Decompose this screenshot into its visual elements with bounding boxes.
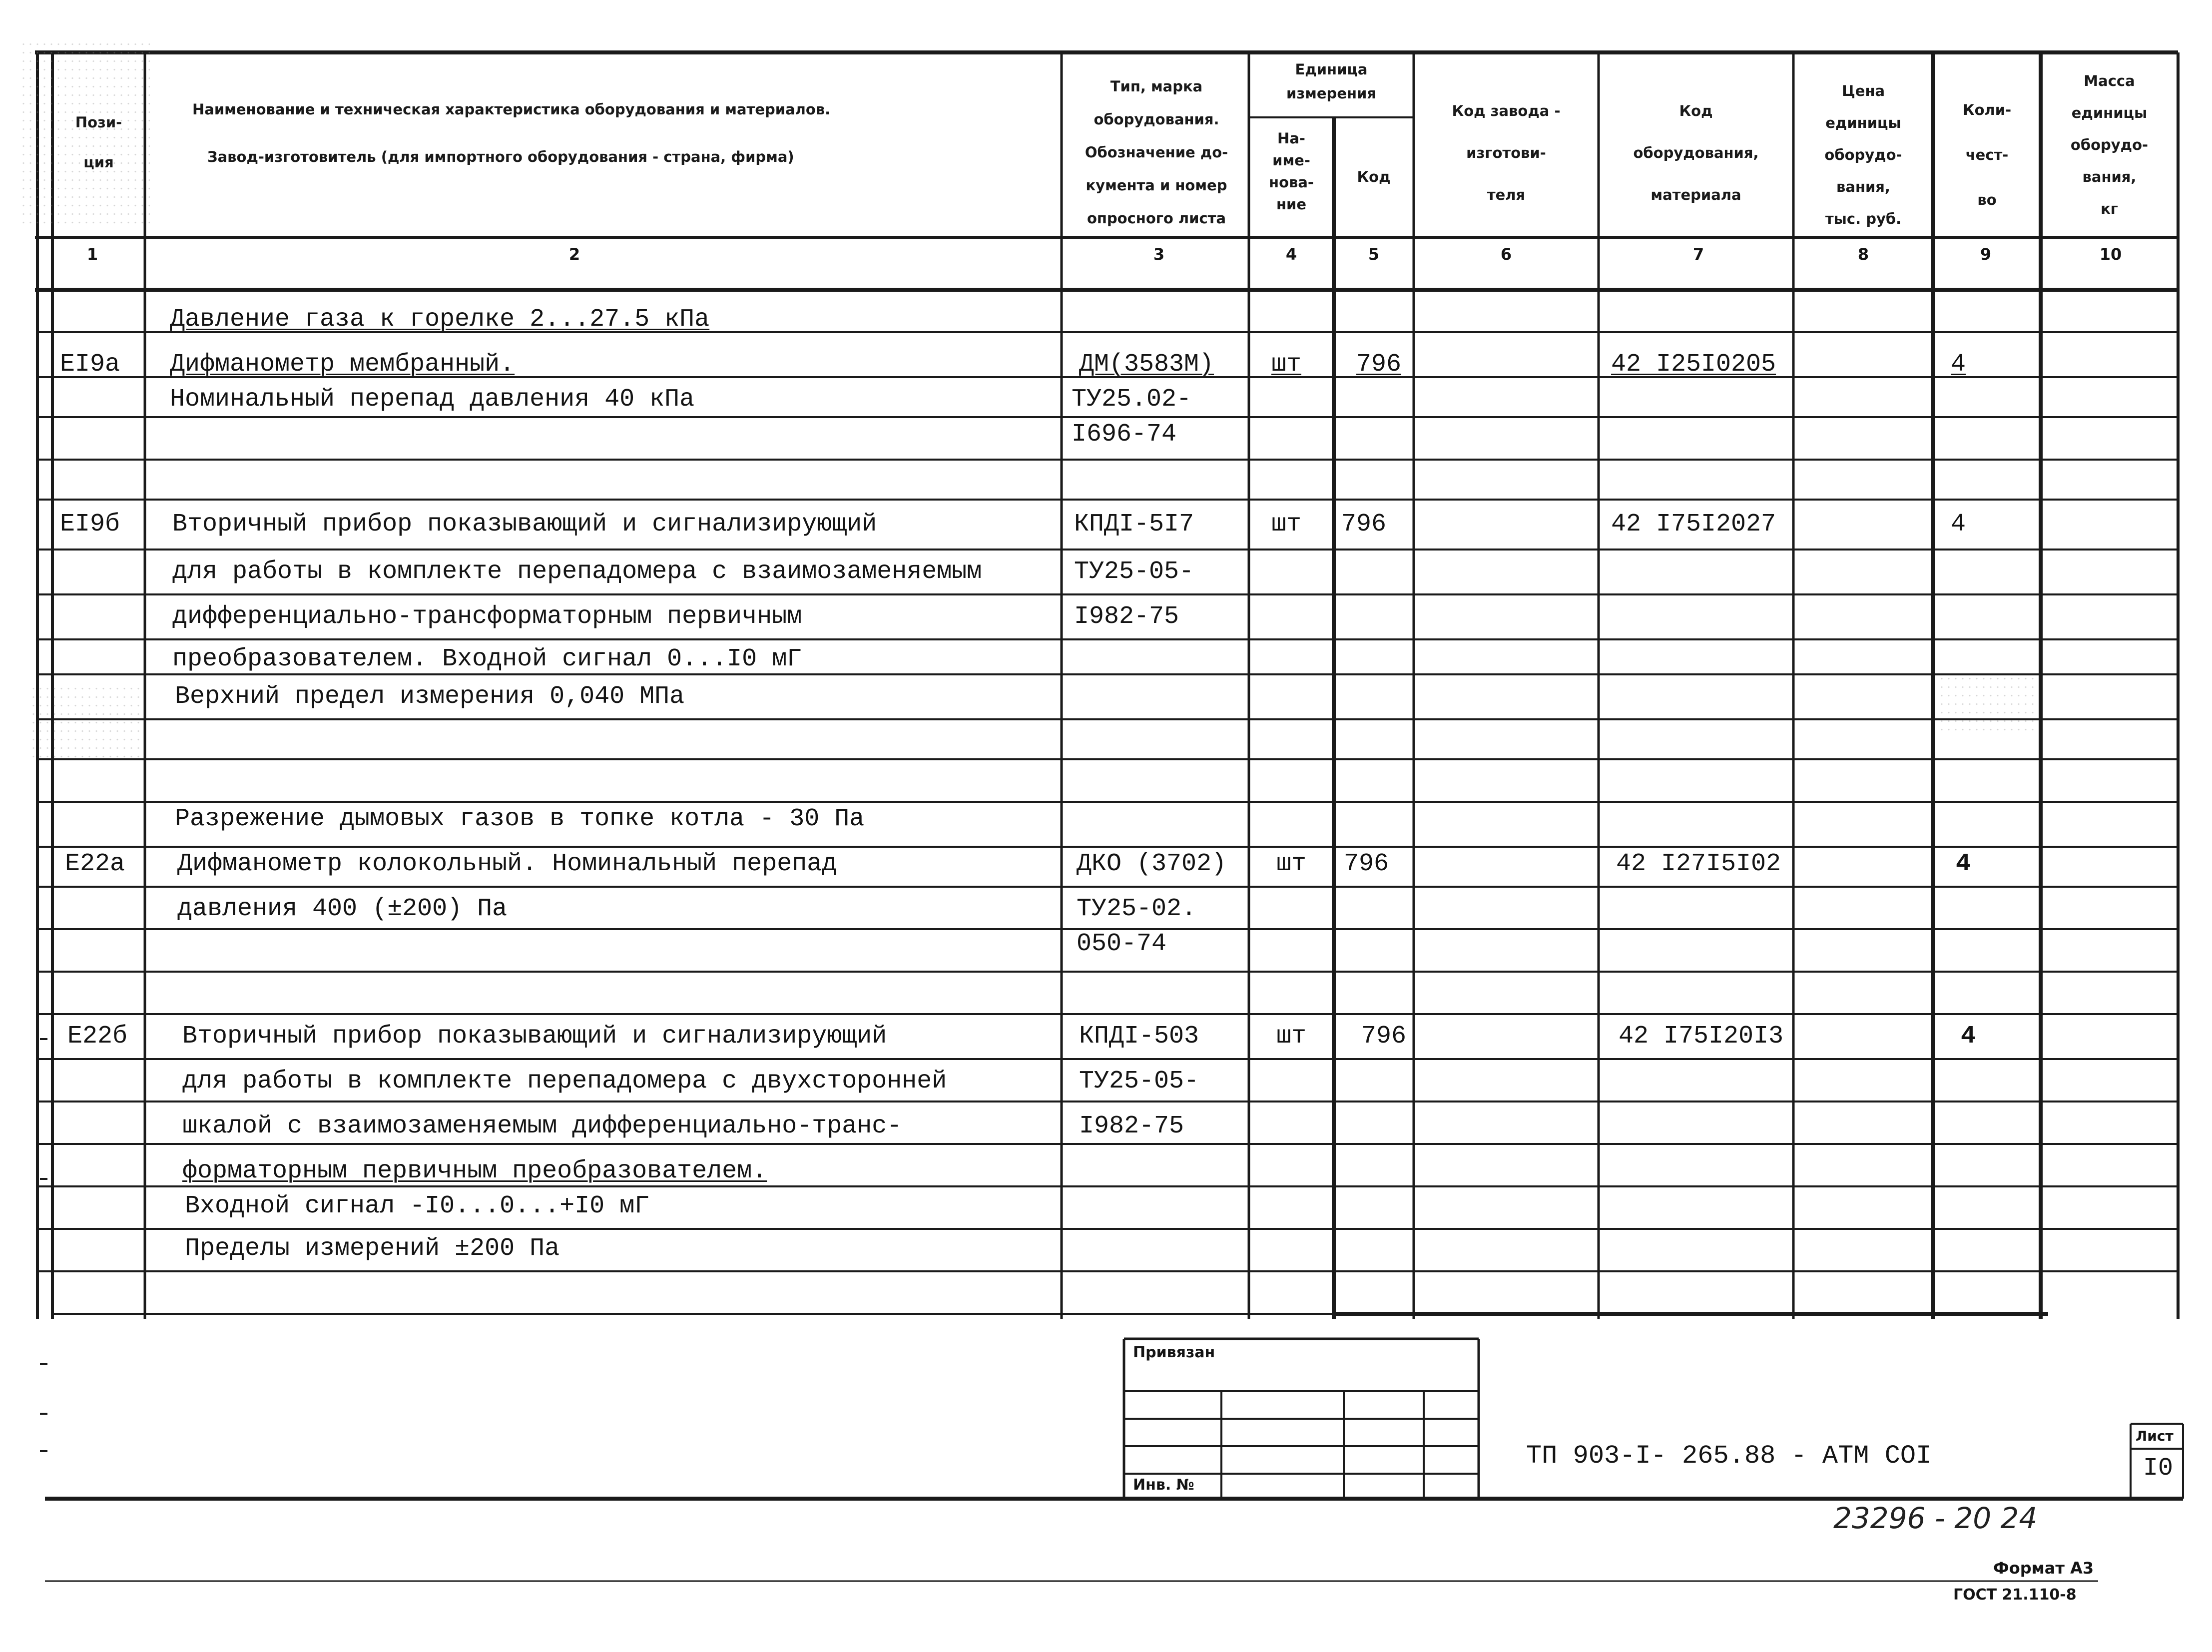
row-unit-code: 796 xyxy=(1341,510,1387,539)
header-position: Пози- ция xyxy=(75,114,122,171)
header-unit-code: Код xyxy=(1357,168,1391,185)
column-number: 5 xyxy=(1368,245,1380,264)
row-name: Верхний предел измерения 0,040 МПа xyxy=(175,682,685,711)
row-position: EI9б xyxy=(60,510,120,539)
handwritten-number: 23296 - 20 24 xyxy=(1833,1501,2038,1535)
header-unit-group: Единица измерения xyxy=(1286,61,1376,102)
column-number: 3 xyxy=(1153,245,1165,264)
row-position: EI9a xyxy=(60,350,120,379)
scan-noise xyxy=(1938,674,2038,734)
format-label: Формат А3 xyxy=(1993,1559,2094,1578)
row-name: Дифманометр колокольный. Номинальный перепад xyxy=(177,850,837,878)
column-number: 4 xyxy=(1285,245,1297,264)
header-equip-code: Код оборудования, материала xyxy=(1633,102,1759,203)
column-number: 6 xyxy=(1500,245,1512,264)
row-quantity: 4 xyxy=(1956,850,1971,878)
row-equip-code: 42 I75I20I3 xyxy=(1619,1022,1784,1051)
document-designation: ТП 903-I- 265.88 - АТМ COI xyxy=(1526,1441,1932,1471)
row-unit-code: 796 xyxy=(1344,850,1389,878)
row-type: 050-74 xyxy=(1077,930,1167,958)
row-quantity: 4 xyxy=(1951,350,1966,379)
gost-label: ГОСТ 21.110-8 xyxy=(1953,1586,2077,1604)
row-name: Разрежение дымовых газов в топке котла - 30 Па xyxy=(175,805,865,833)
header-price: Цена единицы оборудо- вания, тыс. руб. xyxy=(1824,82,1902,227)
row-name: дифференциально-трансформаторным первичным xyxy=(172,602,802,631)
row-type: I982-75 xyxy=(1079,1112,1184,1140)
column-number: 10 xyxy=(2099,245,2122,264)
row-type: КПДI-5I7 xyxy=(1074,510,1194,539)
row-quantity: 4 xyxy=(1951,510,1966,539)
row-unit: шт xyxy=(1271,350,1302,379)
row-name: для работы в комплекте перепадомера с двухсторонней xyxy=(182,1067,947,1096)
sheet-number: I0 xyxy=(2143,1454,2174,1483)
sheet-label: Лист xyxy=(2136,1428,2174,1444)
header-type: Тип, марка оборудования. Обозначение до- кумента и номер опросного листа xyxy=(1085,78,1228,227)
column-number: 7 xyxy=(1692,245,1704,264)
row-name: для работы в комплекте перепадомера с взаимозаменяемым xyxy=(172,557,982,586)
row-name: Вторичный прибор показывающий и сигнализирующий xyxy=(182,1022,887,1051)
row-equip-code: 42 I75I2027 xyxy=(1611,510,1776,539)
stamp-privyazan-label: Привязан xyxy=(1133,1344,1215,1361)
row-name: Дифманометр мембранный. xyxy=(170,350,515,379)
row-type: ДКО (3702) xyxy=(1077,850,1227,878)
row-quantity: 4 xyxy=(1961,1022,1976,1051)
row-position: E22б xyxy=(67,1022,128,1051)
row-type: КПДI-503 xyxy=(1079,1022,1199,1051)
row-name: форматорным первичным преобразователем. xyxy=(182,1157,767,1185)
row-unit-code: 796 xyxy=(1361,1022,1407,1051)
header-name-line1: Наименование и техническая характеристика оборудования и материалов. xyxy=(192,101,831,118)
row-type: ДМ(3583М) xyxy=(1079,350,1214,379)
header-quantity: Коли- чест- во xyxy=(1962,101,2012,208)
row-name: Номинальный перепад давления 40 кПа xyxy=(170,385,695,414)
stamp-inventory-label: Инв. № xyxy=(1133,1476,1194,1494)
row-name: шкалой с взаимозаменяемым дифференциально-транс- xyxy=(182,1112,902,1140)
column-number: 2 xyxy=(568,245,580,264)
row-position: E22a xyxy=(65,850,125,878)
row-name: Входной сигнал -I0...0...+I0 мГ xyxy=(185,1192,650,1220)
row-name: Вторичный прибор показывающий и сигнализирующий xyxy=(172,510,877,539)
row-name: давления 400 (±200) Па xyxy=(177,895,508,923)
row-type: ТУ25-02. xyxy=(1077,895,1197,923)
header-name-line2: Завод-изготовитель (для импортного оборудования - страна, фирма) xyxy=(207,148,794,165)
row-equip-code: 42 I27I5I02 xyxy=(1616,850,1781,878)
scan-noise xyxy=(30,684,140,759)
row-unit-code: 796 xyxy=(1356,350,1402,379)
column-number: 1 xyxy=(86,245,98,264)
header-mass: Масса единицы оборудо- вания, кг xyxy=(2070,72,2149,217)
row-type: I982-75 xyxy=(1074,602,1179,631)
row-name: Пределы измерений ±200 Па xyxy=(185,1234,560,1263)
row-type: ТУ25-05- xyxy=(1074,557,1194,586)
row-unit: шт xyxy=(1271,510,1302,539)
row-name: преобразователем. Входной сигнал 0...I0 мГ xyxy=(172,645,802,673)
row-type: ТУ25-05- xyxy=(1079,1067,1199,1096)
column-number: 9 xyxy=(1980,245,1992,264)
header-unit-name: На- име- нова- ние xyxy=(1269,130,1314,213)
row-name: Давление газа к горелке 2...27.5 кПа xyxy=(170,305,710,334)
row-unit: шт xyxy=(1276,1022,1307,1051)
row-type: ТУ25.02- xyxy=(1072,385,1192,414)
row-type: I696-74 xyxy=(1072,420,1177,449)
row-unit: шт xyxy=(1276,850,1307,878)
row-equip-code: 42 I25I0205 xyxy=(1611,350,1776,379)
header-factory-code: Код завода - изготови- теля xyxy=(1452,102,1561,203)
column-number: 8 xyxy=(1857,245,1869,264)
